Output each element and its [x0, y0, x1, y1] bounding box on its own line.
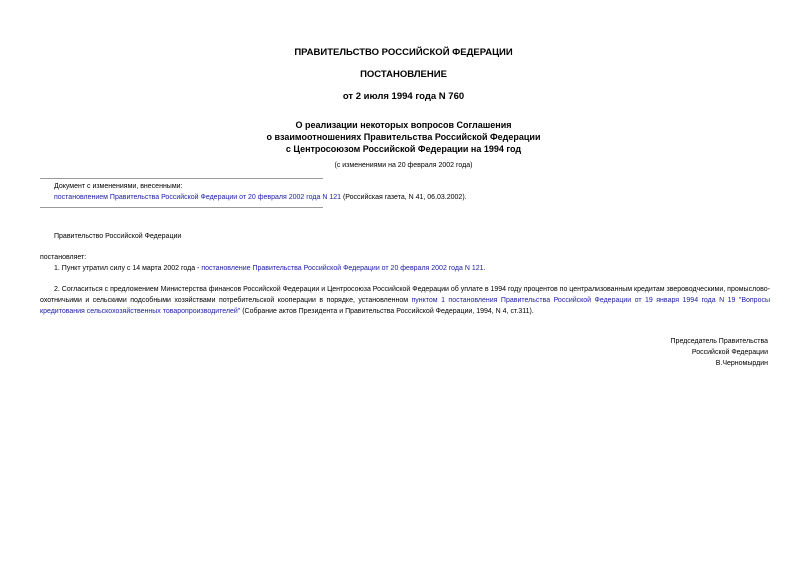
- changes-decree-link[interactable]: постановлением Правительства Российской Федерации от 20 февраля 2002 года N 121: [54, 194, 341, 201]
- signature-line-1: Председатель Правительства: [670, 338, 768, 345]
- item-1: [54, 263, 485, 274]
- item-1-decree-link[interactable]: постановление Правительства Российской Федерации от 20 февраля 2002 года N 121: [201, 265, 484, 272]
- document-title: [0, 119, 807, 155]
- issuer-text: Правительство Российской Федерации: [54, 233, 182, 240]
- revision-note: (с изменениями на 20 февраля 2002 года): [334, 162, 473, 169]
- document-date-number: от 2 июля 1994 года N 760: [342, 91, 465, 102]
- item-2-decree-link[interactable]: пунктом 1 постановления Правительства Российской Федерации от 19 января 1994 года N 19 "Вопросы кредитования сельскохозяйственных товаропроизводителей": [40, 297, 770, 315]
- signature-line-3: В.Черномырдин: [715, 360, 768, 367]
- document-type-heading: ПОСТАНОВЛЕНИЕ: [360, 69, 447, 80]
- changes-box-bottom-rule: [40, 207, 323, 208]
- document-title-line-2: о взаимоотношениях Правительства Российской Федерации: [266, 132, 541, 142]
- government-heading: ПРАВИТЕЛЬСТВО РОССИЙСКОЙ ФЕДЕРАЦИИ: [294, 47, 513, 58]
- item-1-text: 1. Пункт утратил силу с 14 марта 2002 года -: [54, 265, 202, 272]
- changes-box-label: Документ с изменениями, внесенными:: [54, 183, 183, 190]
- signature-block: [671, 336, 768, 369]
- item-2: [40, 284, 770, 317]
- changes-box-top-rule: [40, 178, 323, 179]
- item-2-text: 2. Согласиться с предложением Министерства финансов Российской Федерации и Центросоюза Российской Федерации об уплате в 1994 году процентов по централизованным кредитам звероводческими, промыслово-охотничьими и сельскими подсобными хозяйствами потребительской кооперации в порядке, установленном: [40, 286, 770, 304]
- signature-line-2: Российской Федерации: [691, 349, 768, 356]
- decrees-text: постановляет:: [40, 254, 87, 261]
- changes-box-entry: [54, 192, 467, 203]
- document-title-line-1: О реализации некоторых вопросов Соглашения: [295, 120, 512, 130]
- document-title-line-3: с Центросоюзом Российской Федерации на 1994 год: [285, 144, 522, 154]
- item-1-end: .: [483, 265, 486, 272]
- changes-source: (Российская газета, N 41, 06.03.2002).: [341, 194, 467, 201]
- item-2-end: (Собрание актов Президента и Правительства Российской Федерации, 1994, N 4, ст.311).: [240, 308, 534, 315]
